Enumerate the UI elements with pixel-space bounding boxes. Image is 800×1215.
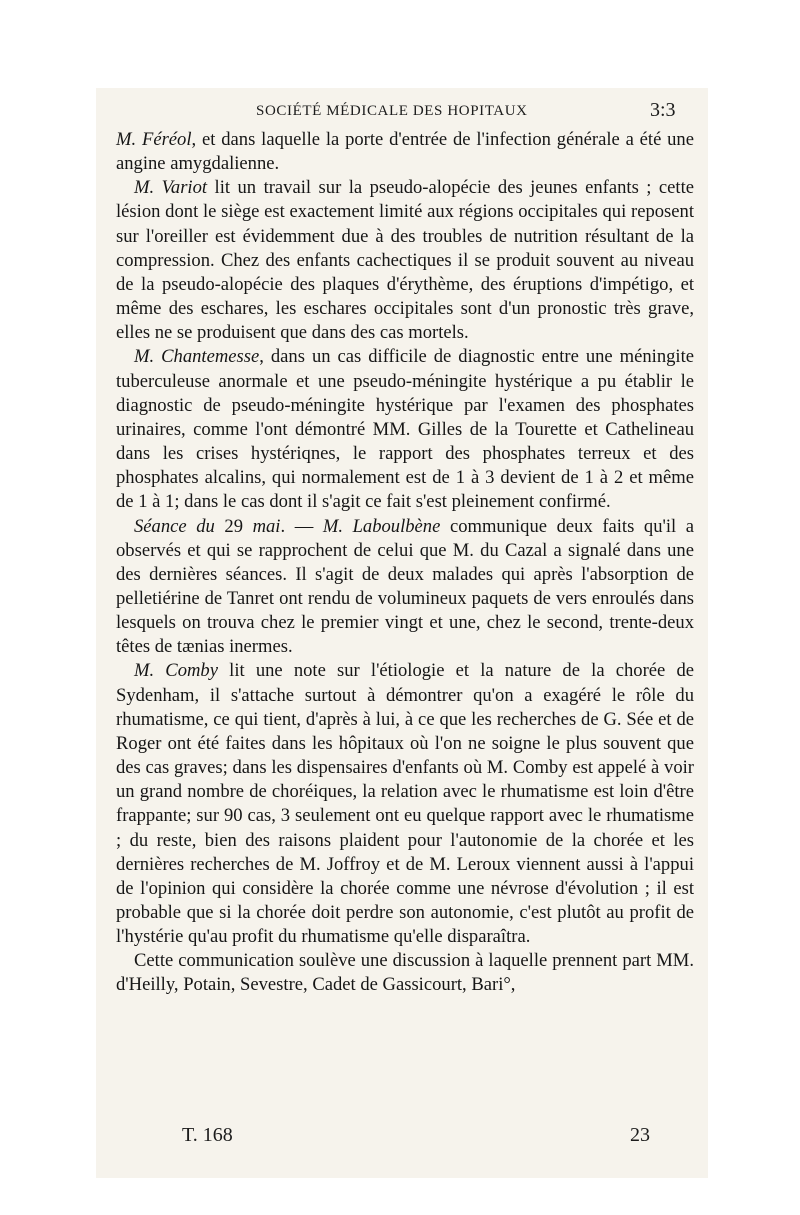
text-run: communique deux faits qu'il a observés et qui se rapprochent de celui que M. du Cazal a signalé dans une des dernières séances. Il s'agit de deux malades qui après l'absorption de pelletiérine de Tanret ont rendu de volumineux paquets de vers enroulés dans lesquels on trouva chez le premier vingt et une, chez le second, trente-deux têtes de tænias inermes. <box>116 515 694 658</box>
text-run: lit un travail sur la pseudo-alopécie des jeunes enfants ; cette lésion dont le siège est exactement limité aux régions occipitales qui reposent sur l'oreiller est évidemment due à des troubles de nutrition résultant de la compression. Chez des enfants cachectiques il se produit souvent au niveau de la pseudo-alopécie des plaques d'érythème, des éruptions d'impétigo, et même des eschares, les eschares occipitales sont d'un pronostic très grave, elles ne se produisent que dans des cas mortels. <box>116 177 695 344</box>
italic-run: M. Comby <box>134 660 218 682</box>
page-footer <box>0 1124 800 1152</box>
running-head <box>0 99 800 125</box>
italic-run: M. Chantemesse <box>134 346 260 368</box>
text-run: Cette communication soulève une discussion à laquelle prennent part MM. d'Heilly, Potain, Sevestre, Cadet de Gassicourt, Bari°, <box>116 950 694 996</box>
running-title: SOCIÉTÉ MÉDICALE DES HOPITAUX <box>256 103 528 119</box>
paragraph <box>116 176 694 345</box>
text-run: , dans un cas difficile de diagnostic entre une méningite tuberculeuse anormale et une pseudo-méningite hystérique a pu établir le diagnostic de pseudo-méningite hystérique par l'examen des phosphates urinaires, comme l'ont démontré MM. Gilles de la Tourette et Cathelineau dans les crises hystériqnes, le rapport des phosphates terreux et des phosphates alcalins, qui normalement est de 1 à 3 devient de 1 à 2 et même de 1 à 1; dans le cas dont il s'agit ce fait s'est pleinement confirmé. <box>116 346 695 513</box>
text-run: . — <box>280 515 323 537</box>
text-run: 29 <box>214 515 253 537</box>
italic-run: Séance du <box>134 515 215 537</box>
text-run: lit une note sur l'étiologie et la nature de la chorée de Sydenham, il s'attache surtout à démontrer qu'on a exagéré le rôle du rhumatisme, ce qui tient, d'après à lui, à ce que les recherches de G. Sée et de Roger ont été faites dans les hôpitaux où l'on ne soigne le plus souvent que des cas graves; dans les dispensaires d'enfants où M. Comby est appelé à voir un grand nombre de choréiques, la relation avec le rhumatisme est loin d'être frappante; sur 90 cas, 3 seulement ont eu quelque rapport avec le rhumatisme ; du reste, bien des raisons plaident pour l'autonomie de la chorée et les dernières recherches de M. Joffroy et de M. Leroux viennent aussi à l'appui de l'opinion qui considère la chorée comme une névrose d'évolution ; il est probable que si la chorée doit perdre son autonomie, c'est plutôt au profit de l'hystérie qu'au profit du rhumatisme qu'elle disparaîtra. <box>116 660 694 948</box>
text-run: , et dans laquelle la porte d'entrée de l'infection générale a été une angine amygdalienne. <box>116 129 694 175</box>
body-text <box>116 128 694 998</box>
italic-run: M. Féréol <box>116 129 192 150</box>
italic-run: M. Laboulbène <box>322 515 441 537</box>
folio-number: 23 <box>630 1124 650 1146</box>
italic-run: M. Variot <box>134 177 208 199</box>
signature-mark: T. 168 <box>182 1124 233 1146</box>
paragraph <box>116 128 694 176</box>
italic-run: mai <box>252 515 281 537</box>
paragraph <box>116 515 694 660</box>
paragraph <box>116 659 694 949</box>
paragraph <box>116 949 694 997</box>
paragraph <box>116 345 694 514</box>
page-number: 3:3 <box>650 99 676 121</box>
